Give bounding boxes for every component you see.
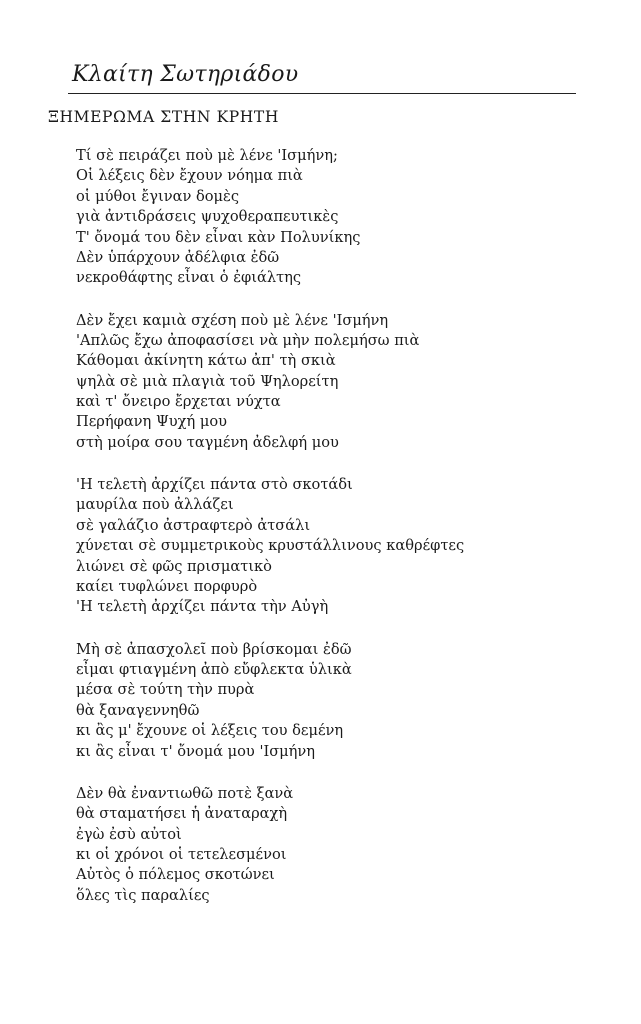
stanza bbox=[76, 640, 616, 762]
poem-line: κι ἂς εἶναι τ' ὄνομά μου 'Ισμήνη bbox=[76, 742, 316, 760]
poem-line: Τί σὲ πειράζει ποὺ μὲ λένε 'Ισμήνη; bbox=[76, 147, 338, 164]
poem-line: καὶ τ' ὄνειρο ἔρχεται νύχτα bbox=[76, 393, 281, 411]
poem-line: στὴ μοίρα σου ταγμένη ἀδελφή μου bbox=[76, 433, 339, 451]
poem-line: θὰ ξαναγεννηθῶ bbox=[76, 701, 200, 719]
poem-line: εἶμαι φτιαγμένη ἀπὸ εὔφλεκτα ὑλικὰ bbox=[76, 660, 352, 678]
stanza bbox=[76, 146, 616, 289]
poem-line: γιὰ ἀντιδράσεις ψυχοθεραπευτικὲς bbox=[76, 208, 339, 226]
poem-line: Οἱ λέξεις δὲν ἔχουν νόημα πιὰ bbox=[76, 167, 303, 185]
poem-line: οἱ μύθοι ἔγιναν δομὲς bbox=[76, 187, 240, 205]
poem-line: 'Η τελετὴ ἀρχίζει πάντα στὸ σκοτάδι bbox=[76, 476, 353, 494]
poem-line: ψηλὰ σὲ μιὰ πλαγιὰ τοῦ Ψηλορείτη bbox=[76, 372, 339, 390]
poem-line: 'Απλῶς ἔχω ἀποφασίσει νὰ μὴν πολεμήσω πιὰ bbox=[76, 331, 420, 349]
poem-line: Δὲν ἔχει καμιὰ σχέση ποὺ μὲ λένε 'Ισμήνη bbox=[76, 311, 389, 329]
poem-line: Μὴ σὲ ἀπασχολεῖ ποὺ βρίσκομαι ἐδῶ bbox=[76, 640, 352, 658]
poem-line: ἐγὼ ἐσὺ αὐτοὶ bbox=[76, 825, 182, 843]
poem-line: νεκροθάφτης εἶναι ὁ ἐφιάλτης bbox=[76, 269, 302, 287]
poem-line: Κάθομαι ἀκίνητη κάτω ἀπ' τὴ σκιὰ bbox=[76, 352, 336, 370]
stanza bbox=[76, 475, 616, 618]
stanza bbox=[76, 311, 616, 454]
poem-line: θὰ σταματήσει ἡ ἀναταραχὴ bbox=[76, 805, 288, 823]
poem-line: μέσα σὲ τούτη τὴν πυρὰ bbox=[76, 681, 255, 699]
poem-line: καίει τυφλώνει πορφυρὸ bbox=[76, 578, 258, 596]
poem-line: Περήφανη Ψυχή μου bbox=[76, 413, 227, 431]
poem-line: Δὲν θὰ ἐναντιωθῶ ποτὲ ξανὰ bbox=[76, 784, 294, 802]
stanza bbox=[76, 784, 616, 906]
poem-line: 'Η τελετὴ ἀρχίζει πάντα τὴν Αὐγὴ bbox=[76, 598, 329, 616]
header-rule bbox=[68, 93, 576, 94]
poem-line: Δὲν ὑπάρχουν ἀδέλφια ἐδῶ bbox=[76, 248, 280, 266]
poem-line: μαυρίλα ποὺ ἀλλάζει bbox=[76, 496, 234, 514]
poem-title: ΞΗΜΕΡΩΜΑ ΣΤΗΝ ΚΡΗΤΗ bbox=[48, 108, 279, 126]
poem-line: σὲ γαλάζιο ἀστραφτερὸ ἀτσάλι bbox=[76, 516, 311, 534]
poem-line: κι οἱ χρόνοι οἱ τετελεσμένοι bbox=[76, 845, 287, 863]
poem-line: ὅλες τὶς παραλίες bbox=[76, 886, 210, 904]
poem-line: Τ' ὄνομά του δὲν εἶναι κὰν Πολυνίκης bbox=[76, 228, 361, 246]
poem-line: λιώνει σὲ φῶς πρισματικὸ bbox=[76, 557, 272, 575]
poem-body bbox=[76, 146, 616, 928]
poem-line: Αὐτὸς ὁ πόλεμος σκοτώνει bbox=[76, 866, 275, 884]
author-name: Κλαίτη Σωτηριάδου bbox=[72, 62, 299, 87]
poem-line: κι ἂς μ' ἔχουνε οἱ λέξεις του δεμένη bbox=[76, 722, 344, 740]
poem-line: χύνεται σὲ συμμετρικοὺς κρυστάλλινους καθρέφτες bbox=[76, 537, 465, 555]
